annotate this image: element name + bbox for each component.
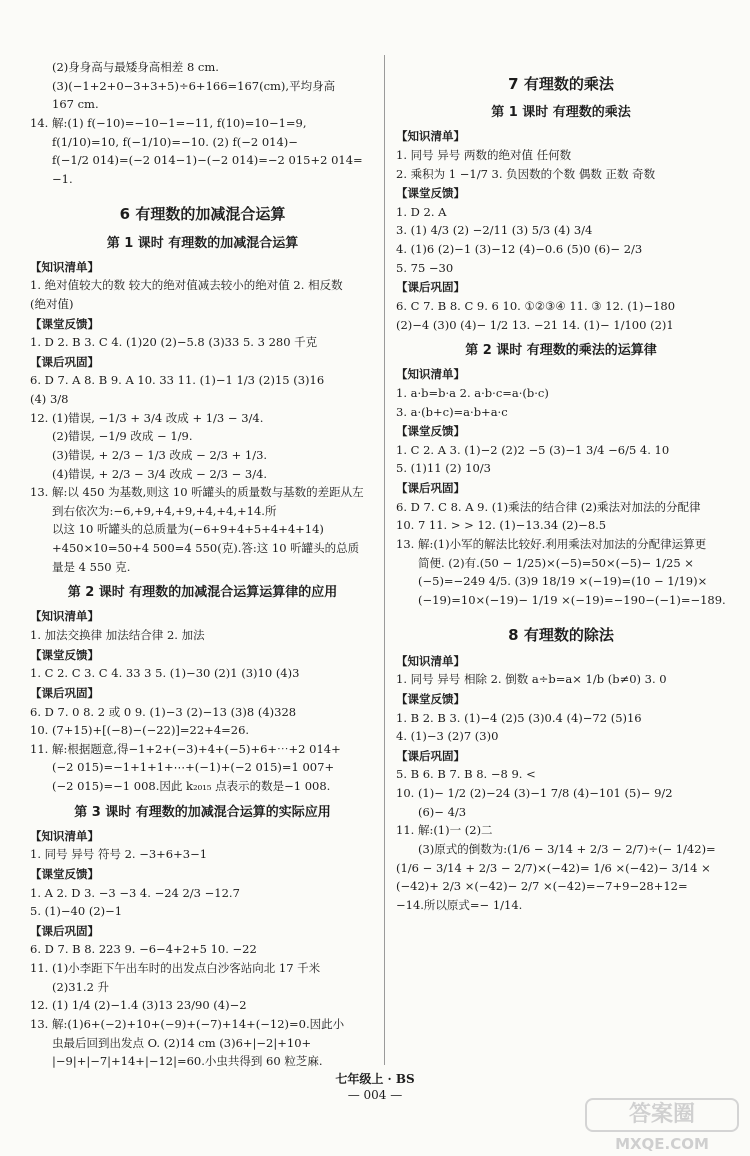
section-heading: 【知识清单】 [396, 129, 465, 144]
answer-line: 1. a·b=b·a 2. a·b·c=a·(b·c) [396, 385, 549, 400]
answer-line: 1. 同号 异号 两数的绝对值 任何数 [396, 147, 572, 162]
answer-line: 4. (1)−3 (2)7 (3)0 [396, 729, 499, 744]
section-heading: 【知识清单】 [396, 367, 465, 382]
watermark-url: MXQE.COM [615, 1135, 709, 1153]
footer-grade: 七年级上 · BS [335, 1072, 415, 1086]
section-heading: 【知识清单】 [30, 259, 99, 274]
answer-line: 1. D 2. A [396, 204, 447, 219]
answer-line: (3)原式的倒数为:(1/6 − 3/14 + 2/3 − 2/7)÷(− 1/42)= [418, 841, 716, 856]
answer-line: (2)31.2 升 [52, 979, 110, 994]
answer-line: f(−1/2 014)=(−2 014−1)−(−2 014)=−2 015+2 014= [52, 153, 363, 168]
answer-line: 14. 解:(1) f(−10)=−10−1=−11, f(10)=10−1=9, [30, 115, 307, 130]
answer-line: (4) 3/8 [30, 392, 69, 407]
answer-line: 1. 同号 异号 符号 2. −3+6+3−1 [30, 847, 208, 862]
answer-line: (2)身身高与最矮身高相差 8 cm. [52, 60, 219, 74]
lesson-title: 第 2 课时 有理数的乘法的运算律 [465, 343, 657, 359]
lesson-title: 第 2 课时 有理数的加减混合运算运算律的应用 [67, 585, 338, 601]
answer-line: 10. (7+15)+[(−8)−(−22)]=22+4=26. [30, 723, 250, 738]
answer-line: (绝对值) [30, 296, 74, 311]
answer-line: (3)(−1+2+0−3+3+5)÷6+166=167(cm),平均身高 [52, 78, 336, 93]
left-column [30, 58, 375, 1071]
answer-line: 到右依次为:−6,+9,+4,+9,+4,+4,+14.所 [52, 503, 277, 518]
lesson-title: 第 3 课时 有理数的加减混合运算的实际应用 [74, 804, 331, 820]
answer-line: 11. 解:根据题意,得−1+2+(−3)+4+(−5)+6+⋯+2 014+ [30, 741, 341, 756]
right-column [396, 58, 726, 914]
answer-line: (−2 015)=−1 008.因此 k₂₀₁₅ 点表示的数是−1 008. [52, 779, 331, 794]
answer-line: 5. (1)11 (2) 10/3 [396, 461, 491, 476]
section-heading: 【课后巩固】 [30, 354, 99, 369]
answer-line: 167 cm. [52, 97, 99, 112]
section-heading: 【课堂反馈】 [30, 316, 99, 331]
watermark-logo: 答案圈 [585, 1098, 739, 1132]
section-heading: 【课后巩固】 [30, 685, 99, 700]
answer-line: (−42)+ 2/3 ×(−42)− 2/7 ×(−42)=−7+9−28+12= [396, 879, 688, 894]
answer-line: 6. D 7. 0 8. 2 或 0 9. (1)−3 (2)−13 (3)8 (4)328 [30, 704, 297, 719]
column-divider [384, 55, 385, 1065]
answer-line: 5. 75 −30 [396, 260, 454, 275]
answer-line: 1. 同号 异号 相除 2. 倒数 a÷b=a× 1/b (b≠0) 3. 0 [396, 672, 667, 687]
answer-line: (6)− 4/3 [418, 804, 467, 819]
page-number: — 004 — [347, 1088, 403, 1102]
section-heading: 【课堂反馈】 [396, 691, 465, 706]
answer-line: 10. 7 11. > > 12. (1)−13.34 (2)−8.5 [396, 518, 607, 533]
answer-line: 5. (1)−40 (2)−1 [30, 904, 123, 919]
answer-line: (3)错误, + 2/3 − 1/3 改成 − 2/3 + 1/3. [52, 447, 268, 462]
answer-line: 1. D 2. B 3. C 4. (1)20 (2)−5.8 (3)33 5. 3 280 千克 [30, 335, 318, 350]
answer-line: (−5)=−249 4/5. (3)9 18/19 ×(−19)=(10 − 1/19)× [418, 574, 708, 589]
answer-line: (1/6 − 3/14 + 2/3 − 2/7)×(−42)= 1/6 ×(−42)− 3/14 × [396, 860, 711, 875]
section-heading: 【课堂反馈】 [396, 424, 465, 439]
answer-line: 13. 解:以 450 为基数,则这 10 听罐头的质量数与基数的差距从左 [30, 485, 364, 500]
answer-line: 11. 解:(1)一 (2)二 [396, 823, 493, 838]
answer-line: 简便. (2)有.(50 − 1/25)×(−5)=50×(−5)− 1/25 × [418, 555, 694, 570]
answer-line: 6. D 7. B 8. 223 9. −6−4+2+5 10. −22 [30, 942, 257, 957]
section-heading: 【知识清单】 [30, 609, 99, 624]
answer-line: 6. D 7. A 8. B 9. A 10. 33 11. (1)−1 1/3 (2)15 (3)16 [30, 373, 325, 388]
section-heading: 【课后巩固】 [396, 280, 465, 295]
section-heading: 【课后巩固】 [396, 481, 465, 496]
answer-line: 5. B 6. B 7. B 8. −8 9. < [396, 767, 536, 782]
answer-line: (4)错误, + 2/3 − 3/4 改成 − 2/3 − 3/4. [52, 466, 268, 481]
lesson-title: 第 1 课时 有理数的加减混合运算 [106, 235, 299, 251]
answer-line: 12. (1)错误, −1/3 + 3/4 改成 + 1/3 − 3/4. [30, 410, 264, 425]
answer-line: 1. 绝对值较大的数 较大的绝对值减去较小的绝对值 2. 相反数 [30, 278, 343, 293]
answer-line: 10. (1)− 1/2 (2)−24 (3)−1 7/8 (4)−101 (5)− 9/2 [396, 786, 673, 801]
answer-line: 3. (1) 4/3 (2) −2/11 (3) 5/3 (4) 3/4 [396, 223, 593, 238]
section-heading: 【课堂反馈】 [396, 186, 465, 201]
answer-line: 1. C 2. C 3. C 4. 33 3 5. (1)−30 (2)1 (3)10 (4)3 [30, 666, 300, 681]
section-heading: 【知识清单】 [396, 653, 465, 668]
answer-line: 1. 加法交换律 加法结合律 2. 加法 [30, 628, 205, 643]
answer-line: 4. (1)6 (2)−1 (3)−12 (4)−0.6 (5)0 (6)− 2/3 [396, 242, 643, 257]
answer-line: 以这 10 听罐头的总质量为(−6+9+4+5+4+4+14) [52, 522, 324, 537]
section-heading: 【课后巩固】 [30, 923, 99, 938]
answer-line: 6. C 7. B 8. C 9. 6 10. ①②③④ 11. ③ 12. (1)−180 [396, 298, 676, 313]
answer-line: 量是 4 550 克. [52, 559, 131, 574]
answer-line: 13. 解:(1)小军的解法比较好.利用乘法对加法的分配律运算更 [396, 536, 707, 551]
answer-line: 12. (1) 1/4 (2)−1.4 (3)13 23/90 (4)−2 [30, 998, 247, 1013]
section-heading: 【知识清单】 [30, 828, 99, 843]
section-heading: 【课后巩固】 [396, 748, 465, 763]
chapter-title: 6 有理数的加减混合运算 [119, 205, 286, 224]
answer-line: −14.所以原式=− 1/14. [396, 897, 523, 912]
answer-line: (2)错误, −1/9 改成 − 1/9. [52, 429, 193, 444]
answer-line: −1. [52, 171, 73, 186]
answer-line: 3. a·(b+c)=a·b+a·c [396, 404, 508, 419]
section-heading: 【课堂反馈】 [30, 866, 99, 881]
answer-line: 1. C 2. A 3. (1)−2 (2)2 −5 (3)−1 3/4 −6/5 4. 10 [396, 442, 670, 457]
answer-line: 虫最后回到出发点 O. (2)14 cm (3)6+|−2|+10+ [52, 1035, 312, 1050]
answer-line: f(1/10)=10, f(−1/10)=−10. (2) f(−2 014)− [52, 134, 298, 149]
lesson-title: 第 1 课时 有理数的乘法 [491, 105, 631, 121]
answer-line: |−9|+|−7|+14+|−12|=60.小虫共得到 60 粒芝麻. [52, 1054, 323, 1069]
answer-line: 11. (1)小李距下午出车时的出发点白沙客站向北 17 千米 [30, 961, 321, 976]
chapter-title: 8 有理数的除法 [508, 626, 614, 645]
answer-line: (−2 015)=−1+1+1+⋯+(−1)+(−2 015)=1 007+ [52, 760, 335, 775]
answer-line: 6. D 7. C 8. A 9. (1)乘法的结合律 (2)乘法对加法的分配律 [396, 499, 701, 514]
answer-line: 2. 乘积为 1 −1/7 3. 负因数的个数 偶数 正数 奇数 [396, 166, 656, 181]
answer-line: (2)−4 (3)0 (4)− 1/2 13. −21 14. (1)− 1/100 (2)1 [396, 317, 674, 332]
section-heading: 【课堂反馈】 [30, 647, 99, 662]
chapter-title: 7 有理数的乘法 [508, 75, 614, 93]
answer-line: +450×10=50+4 500=4 550(克).答:这 10 听罐头的总质 [52, 541, 360, 556]
answer-line: 1. A 2. D 3. −3 −3 4. −24 2/3 −12.7 [30, 885, 240, 900]
answer-line: (−19)=10×(−19)− 1/19 ×(−19)=−190−(−1)=−189. [418, 592, 726, 607]
answer-line: 1. B 2. B 3. (1)−4 (2)5 (3)0.4 (4)−72 (5)16 [396, 710, 642, 725]
answer-line: 13. 解:(1)6+(−2)+10+(−9)+(−7)+14+(−12)=0.因此小 [30, 1016, 345, 1031]
